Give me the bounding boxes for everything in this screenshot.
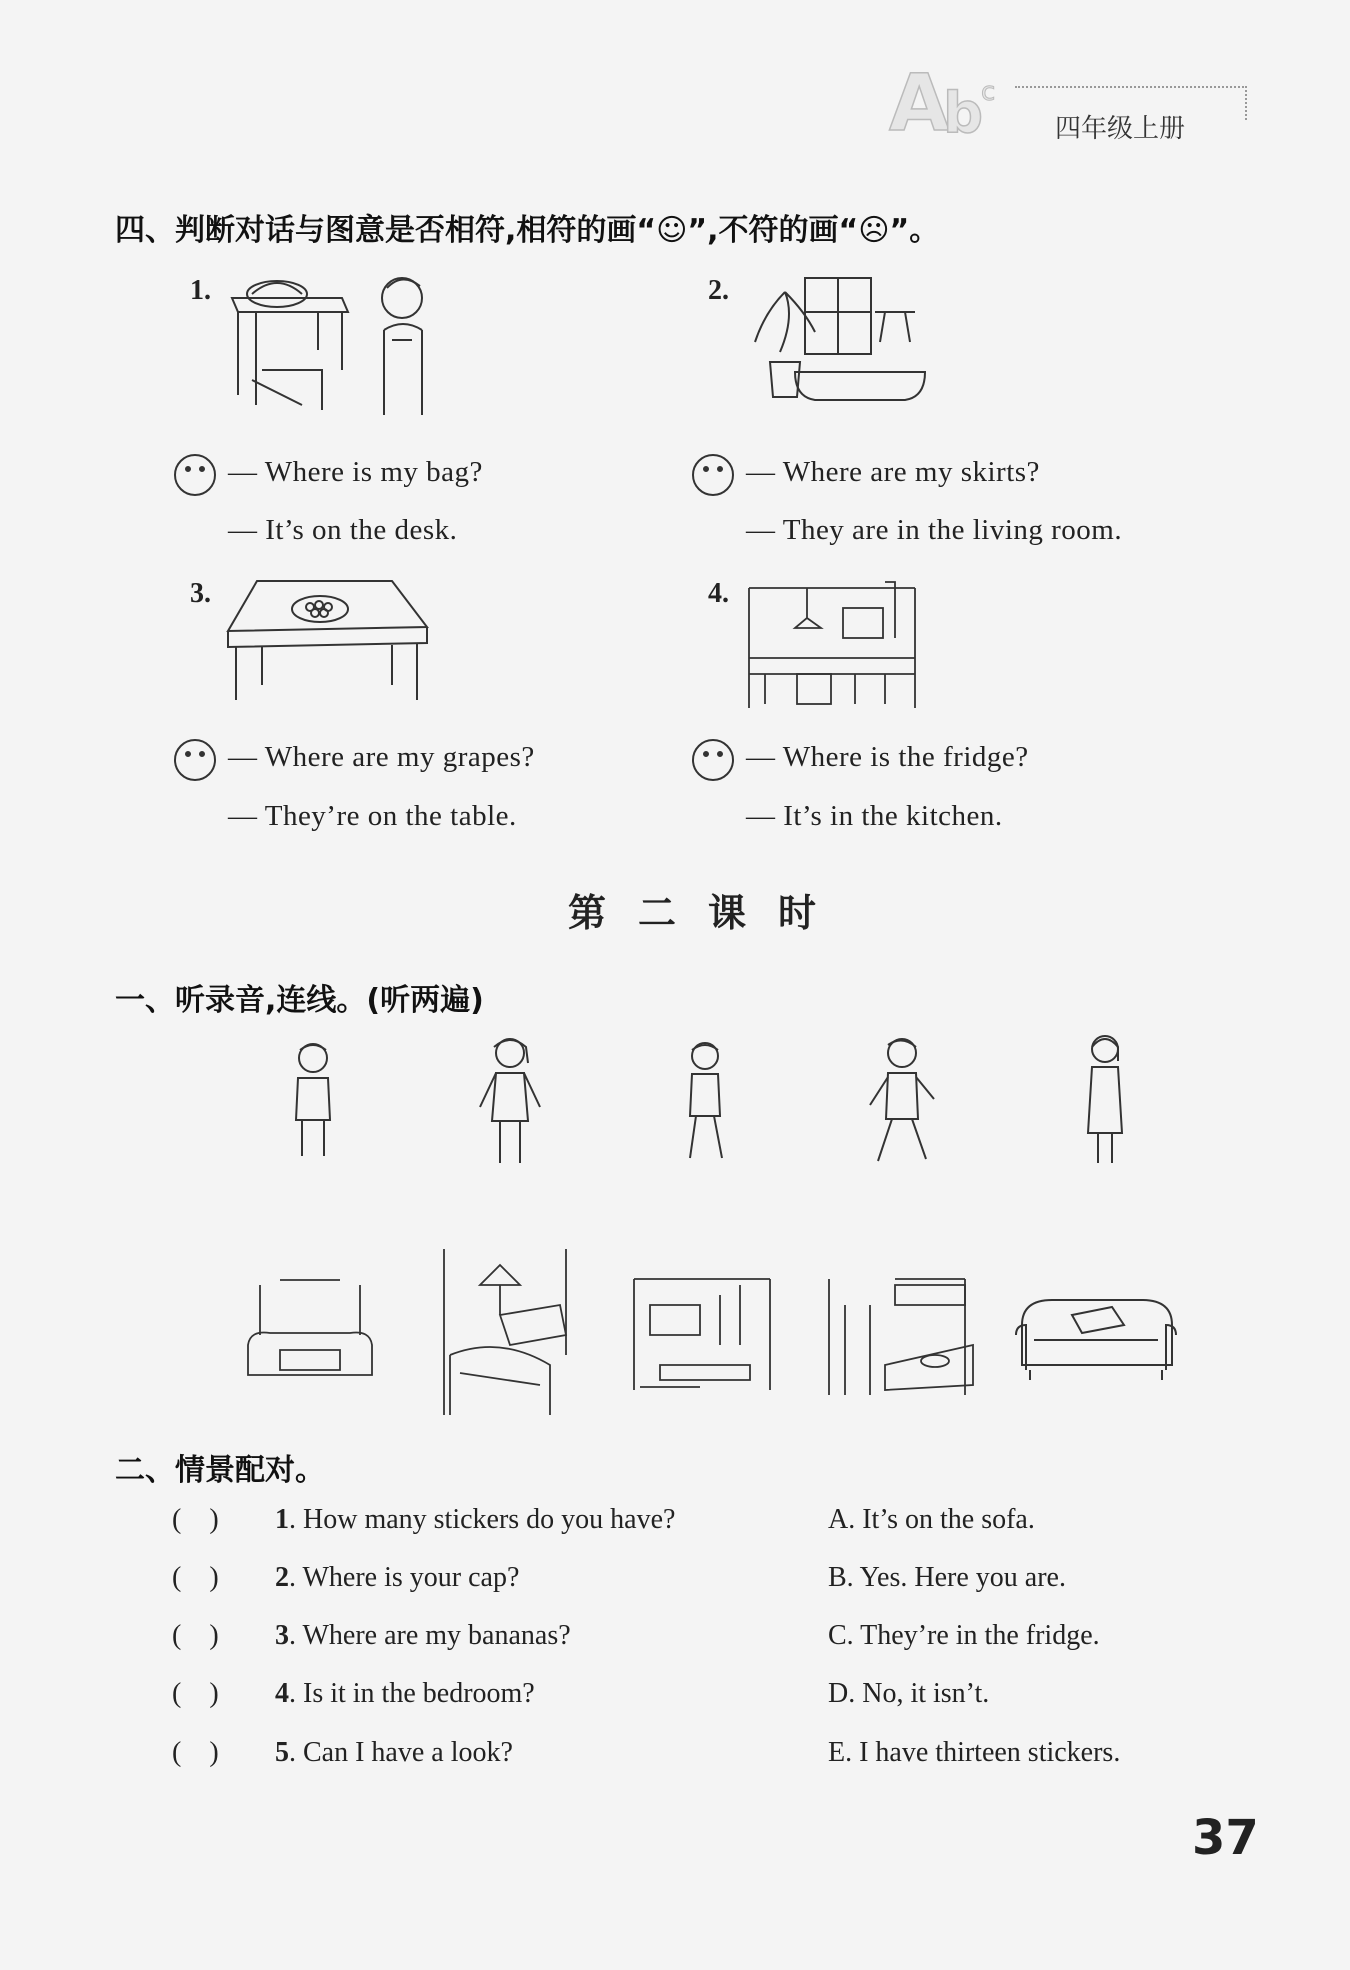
section4-heading: 四、判断对话与图意是否相符,相符的画“☺”,不符的画“☹”。: [115, 213, 940, 248]
answer-option: D. No, it isn’t.: [828, 1678, 990, 1709]
dialog-question: — Where is the fridge?: [746, 741, 1029, 773]
person-boy-3-image: [860, 1035, 940, 1170]
answer-blank[interactable]: ( ): [172, 1620, 219, 1651]
smiley-icon: [172, 737, 218, 783]
answer-blank[interactable]: ( ): [172, 1678, 219, 1709]
table-grapes-image: [222, 575, 432, 705]
living-room-image: [240, 1275, 380, 1390]
person-boy-2-image: [670, 1040, 740, 1165]
kitchen-image: [745, 578, 920, 713]
lesson-title: 第二课时: [568, 891, 849, 935]
person-girl-image: [470, 1035, 550, 1170]
header-rule-vertical: [1245, 86, 1247, 120]
bedroom-image: [440, 1245, 570, 1420]
answer-option: C. They’re in the fridge.: [828, 1620, 1100, 1651]
answer-option: E. I have thirteen stickers.: [828, 1737, 1121, 1768]
svg-text:A: A: [889, 60, 950, 140]
dialog-answer: — They are in the living room.: [746, 514, 1123, 546]
header-rule: [1015, 86, 1247, 88]
answer-blank[interactable]: ( ): [172, 1504, 219, 1535]
question-text: . Is it in the bedroom?: [289, 1678, 535, 1709]
question-text: . Where are my bananas?: [289, 1620, 571, 1651]
kitchen-room-image: [825, 1275, 975, 1400]
question-text: . How many stickers do you have?: [289, 1504, 676, 1535]
answer-blank[interactable]: ( ): [172, 1737, 219, 1768]
bathroom-image: [745, 272, 945, 412]
question-item: [275, 1504, 675, 1536]
smiley-icon: [172, 452, 218, 498]
question-number: 4: [275, 1678, 289, 1709]
dialog-question: — Where are my grapes?: [228, 741, 535, 773]
section2-heading: 二、情景配对。: [115, 1453, 325, 1488]
question-number: 1: [275, 1504, 289, 1535]
item-number: 3.: [190, 578, 211, 609]
svg-text:b: b: [943, 81, 984, 140]
dialog-answer: — It’s in the kitchen.: [746, 800, 1003, 832]
question-text: . Where is your cap?: [289, 1562, 520, 1593]
grade-label: 四年级上册: [1055, 114, 1186, 144]
person-boy-1-image: [278, 1040, 348, 1160]
desk-bag-boy-image: [222, 270, 452, 425]
sofa-image: [1012, 1285, 1180, 1385]
bathroom-room-image: [630, 1275, 775, 1395]
dialog-answer: — They’re on the table.: [228, 800, 517, 832]
abc-logo-icon: [885, 60, 1015, 140]
section1-heading: 一、听录音,连线。(听两遍): [115, 983, 484, 1018]
question-number: 5: [275, 1737, 289, 1768]
answer-blank[interactable]: ( ): [172, 1562, 219, 1593]
svg-text:c: c: [981, 77, 996, 107]
dialog-answer: — It’s on the desk.: [228, 514, 458, 546]
answer-option: B. Yes. Here you are.: [828, 1562, 1066, 1593]
smiley-icon: [690, 737, 736, 783]
item-number: 4.: [708, 578, 729, 609]
dialog-question: — Where is my bag?: [228, 456, 483, 488]
question-number: 3: [275, 1620, 289, 1651]
question-number: 2: [275, 1562, 289, 1593]
page-number: 37: [1192, 1810, 1259, 1866]
question-item: [275, 1737, 513, 1769]
item-number: 2.: [708, 275, 729, 306]
person-woman-image: [1070, 1033, 1140, 1168]
question-item: [275, 1620, 571, 1652]
question-item: [275, 1562, 519, 1594]
question-item: [275, 1678, 535, 1710]
dialog-question: — Where are my skirts?: [746, 456, 1040, 488]
smiley-icon: [690, 452, 736, 498]
item-number: 1.: [190, 275, 211, 306]
question-text: . Can I have a look?: [289, 1737, 513, 1768]
answer-option: A. It’s on the sofa.: [828, 1504, 1035, 1535]
